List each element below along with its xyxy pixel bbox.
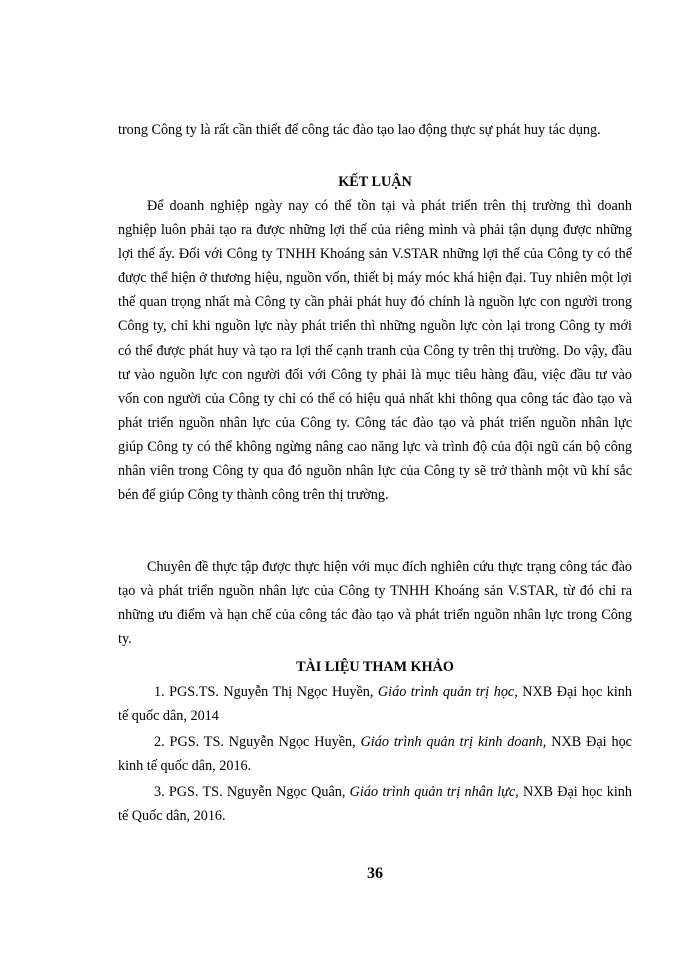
reference-title: Giáo trình quản trị kinh doanh, <box>360 734 547 751</box>
references-heading: TÀI LIỆU THAM KHẢO <box>296 659 454 675</box>
reference-suffix: NXB Đại học kinh tế Quốc dân, 2016. <box>118 784 632 825</box>
reference-suffix: NXB Đại học kinh tế quốc dân, 2016. <box>118 734 632 775</box>
reference-title: Giáo trình quản trị học, <box>377 684 518 700</box>
page-number: 36 <box>367 865 383 882</box>
conclusion-heading: KẾT LUẬN <box>338 174 412 190</box>
reference-item <box>118 680 632 728</box>
conclusion-paragraph-1: Để doanh nghiệp ngày nay có thể tồn tại và phát triển trên thị trường thì doanh nghiệp luôn phải tạo ra được những lợi thế của riêng mình và phải tận dụng được những lợi thế ấy. Đối với Công ty TNHH Khoáng sản V.STAR những lợi thế của Công ty có thể được thể hiện ở thương hiệu, nguồn vốn, thiết bị máy móc khá hiện đại. Tuy nhiên một lợi thế quan trọng nhất mà Công ty cần phải phát huy đó chính là nguồn lực con người trong Công ty, chỉ khi nguồn lực này phát triển thì những nguồn lực còn lại trong Công ty mới có thể được phát huy và tạo ra lợi thế cạnh tranh của Công ty trên thị trường. Do vậy, đầu tư vào nguồn lực con người đối với Công ty phải là mục tiêu hàng đầu, việc đầu tư vào vốn con người của Công ty chỉ có thể có hiệu quả nhất khi thông qua công tác đào tạo và phát triển nguồn nhân lực của Công ty. Công tác đào tạo và phát triển nguồn nhân lực giúp Công ty có thể không ngừng nâng cao năng lực và trình độ của đội ngũ cán bộ công nhân viên trong Công ty qua đó nguồn nhân lực của Công ty sẽ trở thành một vũ khí sắc bén để giúp Công ty thành công trên thị trường. <box>118 198 632 504</box>
reference-prefix: 1. PGS.TS. Nguyễn Thị Ngọc Huyền, <box>154 684 378 700</box>
reference-prefix: 3. PGS. TS. Nguyễn Ngọc Quân, <box>154 784 350 801</box>
reference-prefix: 2. PGS. TS. Nguyễn Ngọc Huyền, <box>154 734 361 751</box>
intro-paragraph: trong Công ty là rất cần thiết để công tác đào tạo lao động thực sự phát huy tác dụng. <box>118 122 601 138</box>
reference-list <box>118 680 632 831</box>
conclusion-paragraph-2: Chuyên đề thực tập được thực hiện với mục đích nghiên cứu thực trạng công tác đào tạo và phát triển nguồn nhân lực của Công ty TNHH Khoáng sản V.STAR, từ đó chỉ ra những ưu điểm và hạn chế của công tác đào tạo và phát triển nguồn nhân lực trong Công ty. <box>118 559 632 648</box>
reference-item <box>118 730 632 778</box>
reference-suffix: NXB Đại học kinh tế quốc dân, 2014 <box>118 684 632 725</box>
reference-title: Giáo trình quản trị nhân lực, <box>349 784 519 801</box>
reference-item <box>118 780 632 828</box>
